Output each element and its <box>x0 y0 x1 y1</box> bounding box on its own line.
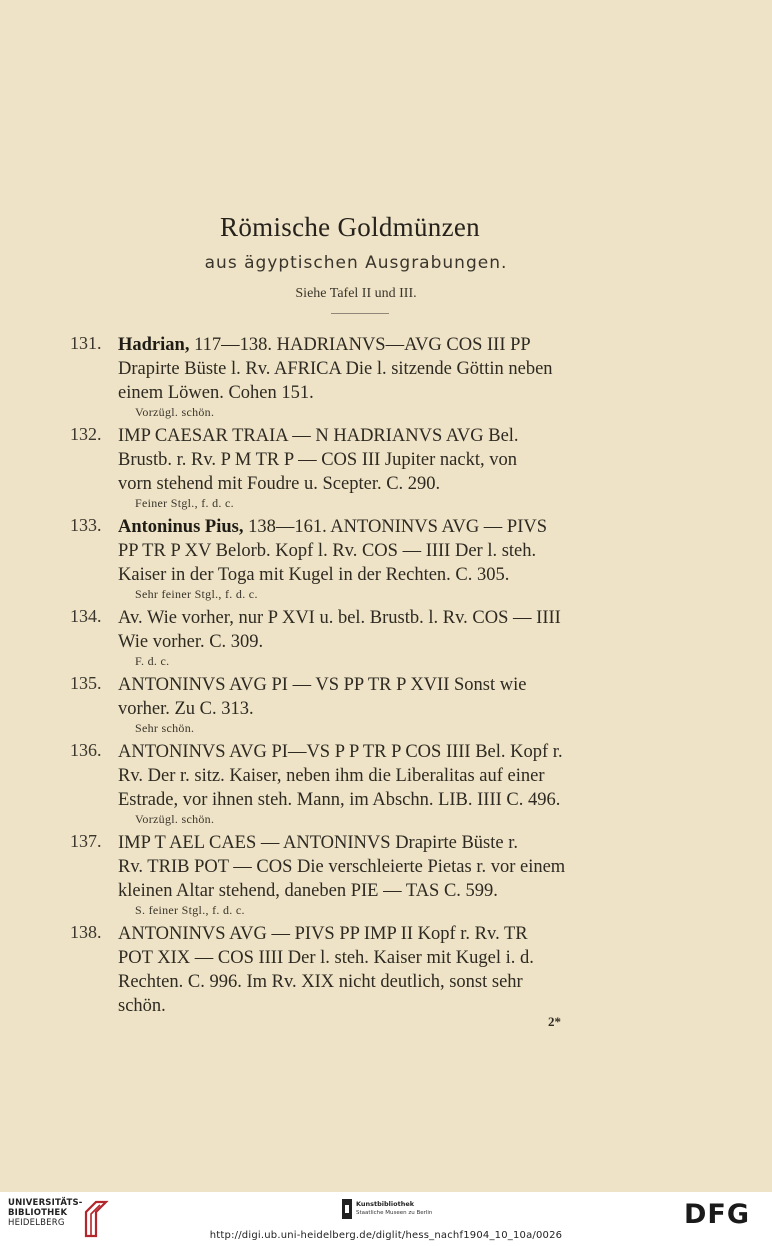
catalogue-entries <box>70 333 640 1022</box>
entry-line-text: 138—161. ANTONINVS AVG — PIVS <box>248 517 548 537</box>
plate-reference: Siehe Tafel II und III. <box>295 286 417 301</box>
entry-line <box>118 515 640 539</box>
entry-line-text: ANTONINVS AVG — PIVS PP IMP II Kopf r. Rv. TR <box>118 924 528 944</box>
entry-line-text: Av. Wie vorher, nur P XVI u. bel. Brustb. l. Rv. COS — IIII <box>118 608 561 628</box>
entry-line-text: Wie vorher. C. 309. <box>118 632 264 652</box>
entry-line-text: PP TR P XV Belorb. Kopf l. Rv. COS — IIII Der l. steh. <box>118 541 537 561</box>
entry-line <box>118 630 640 654</box>
entry-description <box>118 740 640 812</box>
entry-line <box>118 357 640 381</box>
entry-line-text: Rv. TRIB POT — COS Die verschleierte Pietas r. vor einem <box>118 857 566 877</box>
entry-line <box>118 740 640 764</box>
entry-line-text: vorher. Zu C. 313. <box>118 699 254 719</box>
entry-description <box>118 333 640 405</box>
entry-line <box>118 539 640 563</box>
entry-description <box>118 831 640 903</box>
entry-number: 138. <box>70 922 102 942</box>
page-title: Römische Goldmünzen <box>220 212 480 242</box>
entry-line-text: Drapirte Büste l. Rv. AFRICA Die l. sitzende Göttin neben <box>118 359 553 379</box>
emperor-name: Hadrian, <box>118 335 190 355</box>
entry-line-text: IMP T AEL CAES — ANTONINVS Drapirte Büste r. <box>118 833 518 853</box>
library-name-line1: UNIVERSITÄTS- <box>8 1198 83 1208</box>
entry-description <box>118 606 640 654</box>
entry-line-text: Brustb. r. Rv. P M TR P — COS III Jupiter nackt, von <box>118 450 517 470</box>
entry-number: 131. <box>70 333 102 353</box>
entry-number: 135. <box>70 673 102 693</box>
entry-number: 136. <box>70 740 102 760</box>
entry-line <box>118 970 640 994</box>
entry-line-text: vorn stehend mit Foudre u. Scepter. C. 290. <box>118 474 441 494</box>
catalogue-entry <box>70 606 640 669</box>
entry-description <box>118 922 640 1018</box>
condition-grade: S. feiner Stgl., f. d. c. <box>135 903 245 917</box>
entry-line-text: POT XIX — COS IIII Der l. steh. Kaiser mit Kugel i. d. <box>118 948 534 968</box>
catalogue-entry <box>70 515 640 602</box>
condition-grade: Feiner Stgl., f. d. c. <box>135 496 234 510</box>
entry-number: 134. <box>70 606 102 626</box>
entry-line-text: Kaiser in der Toga mit Kugel in der Rechten. C. 305. <box>118 565 510 585</box>
entry-line-text: IMP CAESAR TRAIA — N HADRIANVS AVG Bel. <box>118 426 519 446</box>
catalogue-entry <box>70 740 640 827</box>
catalogue-entry <box>70 333 640 420</box>
title-divider <box>331 313 389 314</box>
entry-description <box>118 424 640 496</box>
permalink-url[interactable]: http://digi.ub.uni-heidelberg.de/diglit/hess_nachf1904_10_10a/0026 <box>209 1230 563 1241</box>
entry-line <box>118 946 640 970</box>
entry-number: 137. <box>70 831 102 851</box>
entry-line <box>118 855 640 879</box>
entry-line <box>118 563 640 587</box>
condition-grade: Vorzügl. schön. <box>135 405 215 419</box>
entry-line <box>118 922 640 946</box>
library-name-line3: HEIDELBERG <box>8 1218 65 1228</box>
catalogue-entry <box>70 424 640 511</box>
entry-line <box>118 333 640 357</box>
library-name-line2: BIBLIOTHEK <box>8 1208 68 1218</box>
entry-line <box>118 424 640 448</box>
entry-line-text: Rechten. C. 996. Im Rv. XIX nicht deutlich, sonst sehr <box>118 972 523 992</box>
entry-line <box>118 788 640 812</box>
entry-number: 133. <box>70 515 102 535</box>
entry-line-text: einem Löwen. Cohen 151. <box>118 383 314 403</box>
kunstbibliothek-icon <box>342 1199 352 1219</box>
dfg-logo[interactable]: DFG <box>684 1199 751 1230</box>
emperor-name: Antoninus Pius, <box>118 517 244 537</box>
page-subtitle: aus ägyptischen Ausgrabungen. <box>204 253 508 273</box>
entry-line <box>118 879 640 903</box>
catalogue-entry <box>70 831 640 918</box>
entry-line <box>118 697 640 721</box>
catalogue-entry <box>70 922 640 1018</box>
entry-line <box>118 831 640 855</box>
kunstbibliothek-logo[interactable] <box>342 1199 462 1225</box>
entry-line <box>118 472 640 496</box>
entry-line <box>118 673 640 697</box>
viewer-footer <box>0 1192 772 1246</box>
kunstbibliothek-title: Kunstbibliothek <box>356 1200 415 1208</box>
entry-line-text: Rv. Der r. sitz. Kaiser, neben ihm die Liberalitas auf einer <box>118 766 545 786</box>
entry-line-text: 117—138. HADRIANVS—AVG COS III PP <box>194 335 531 355</box>
entry-line-text: Estrade, vor ihnen steh. Mann, im Abschn. LIB. IIII C. 496. <box>118 790 561 810</box>
entry-line-text: schön. <box>118 996 166 1016</box>
condition-grade: Sehr schön. <box>135 721 195 735</box>
entry-line-text: kleinen Altar stehend, daneben PIE — TAS C. 599. <box>118 881 498 901</box>
entry-description <box>118 673 640 721</box>
entry-line-text: ANTONINVS AVG PI—VS P P TR P COS IIII Bel. Kopf r. <box>118 742 563 762</box>
catalogue-entry <box>70 673 640 736</box>
entry-number: 132. <box>70 424 102 444</box>
entry-line <box>118 764 640 788</box>
entry-description <box>118 515 640 587</box>
kunstbibliothek-subtitle: Staatliche Museen zu Berlin <box>356 1210 433 1216</box>
entry-line <box>118 606 640 630</box>
condition-grade: F. d. c. <box>135 654 170 668</box>
condition-grade: Vorzügl. schön. <box>135 812 215 826</box>
signature-mark: 2* <box>548 1014 561 1029</box>
entry-line-text: ANTONINVS AVG PI — VS PP TR P XVII Sonst wie <box>118 675 527 695</box>
condition-grade: Sehr feiner Stgl., f. d. c. <box>135 587 258 601</box>
entry-line <box>118 448 640 472</box>
entry-line <box>118 381 640 405</box>
entry-line <box>118 994 640 1018</box>
